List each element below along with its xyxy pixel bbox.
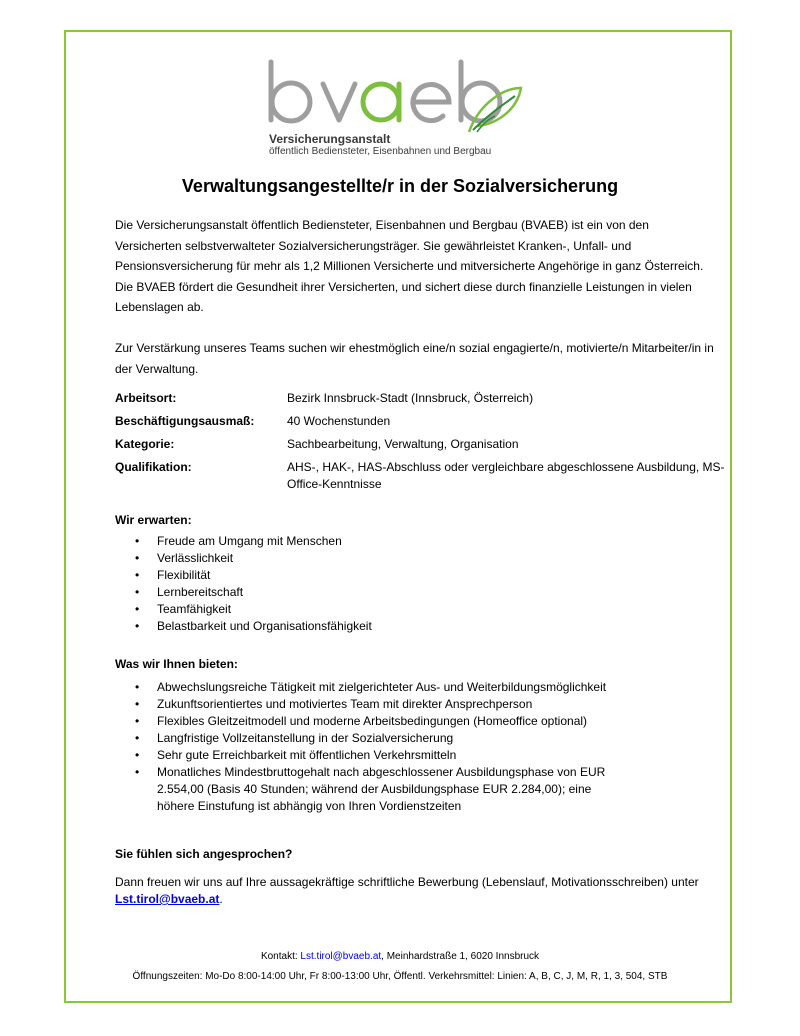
expect-list: [115, 533, 715, 635]
offer-heading: Was wir Ihnen bieten:: [115, 657, 238, 671]
list-item: • Abwechslungsreiche Tätigkeit mit zielgerichteter Aus- und Weiterbildungsmöglichkeit: [115, 679, 715, 696]
list-item: • Langfristige Vollzeitanstellung in der Sozialversicherung: [115, 730, 715, 747]
fact-value: AHS-, HAK-, HAS-Abschluss oder vergleichbare abgeschlossene Ausbildung, MS-Office-Kenntnisse: [287, 460, 725, 491]
closing-heading: Sie fühlen sich angesprochen?: [115, 847, 293, 861]
fact-label: Qualifikation:: [115, 460, 192, 474]
list-item: • Flexibles Gleitzeitmodell und moderne Arbeitsbedingungen (Homeoffice optional): [115, 713, 715, 730]
footer-contact-prefix: Kontakt:: [260, 951, 301, 962]
footer-contact: [0, 951, 800, 962]
list-item: • Belastbarkeit und Organisationsfähigkeit: [115, 618, 715, 635]
list-item: • Verlässlichkeit: [115, 550, 715, 567]
closing-body: Dann freuen wir uns auf Ihre aussagekräftige schriftliche Bewerbung (Lebenslauf, Motivationsschreiben) unter: [115, 875, 699, 889]
offer-list: [115, 679, 715, 815]
list-item: • Lernbereitschaft: [115, 584, 715, 601]
fact-label: Arbeitsort:: [115, 391, 177, 405]
intro-paragraph-2: Zur Verstärkung unseres Teams suchen wir ehestmöglich eine/n sozial engagierte/n, motivierte/n Mitarbeiter/in in der Verwaltung.: [115, 341, 714, 376]
logo-subtitle-1: Versicherungsanstalt: [269, 132, 391, 146]
application-email-link[interactable]: Lst.tirol@bvaeb.at: [115, 892, 220, 906]
list-item: • Flexibilität: [115, 567, 715, 584]
fact-label: Beschäftigungsausmaß:: [115, 414, 255, 428]
fact-row-hours: [115, 413, 725, 430]
footer-address: , Meinhardstraße 1, 6020 Innsbruck: [381, 951, 540, 962]
footer-email-link[interactable]: Lst.tirol@bvaeb.at: [300, 951, 382, 962]
fact-row-category: [115, 436, 725, 453]
bvaeb-logo: [265, 58, 525, 158]
intro-paragraph-1: Die Versicherungsanstalt öffentlich Bediensteter, Eisenbahnen und Bergbau (BVAEB) ist ein von den Versicherten selbstverwalteter Sozialversicherungsträger. Sie gewährleistet Kranken-, Unfall- und Pensionsversicherung für mehr als 1,2 Millionen Versicherte und mitversicherte Angehörige in ganz Österreich. Die BVAEB fördert die Gesundheit ihrer Versicherten, und sichert diese durch finanzielle Leistungen in vielen Lebenslagen ab.: [115, 218, 704, 314]
fact-value: 40 Wochenstunden: [287, 414, 391, 428]
job-facts: [115, 390, 725, 499]
list-item: • Zukunftsorientiertes und motiviertes Team mit direkter Ansprechperson: [115, 696, 715, 713]
closing-suffix: .: [219, 892, 223, 906]
fact-row-location: [115, 390, 725, 407]
logo-subtitle-2: öffentlich Bediensteter, Eisenbahnen und Bergbau: [269, 146, 492, 157]
fact-row-qualification: [115, 459, 725, 493]
list-item: • Teamfähigkeit: [115, 601, 715, 618]
bvaeb-wordmark: [265, 58, 525, 134]
list-item: • Sehr gute Erreichbarkeit mit öffentlichen Verkehrsmitteln: [115, 747, 715, 764]
list-item: • Freude am Umgang mit Menschen: [115, 533, 715, 550]
closing-text: [115, 874, 725, 908]
fact-label: Kategorie:: [115, 437, 175, 451]
page-title: Verwaltungsangestellte/r in der Sozialversicherung: [181, 176, 619, 196]
fact-value: Bezirk Innsbruck-Stadt (Innsbruck, Österreich): [287, 391, 534, 405]
list-item: • Monatliches Mindestbruttogehalt nach abgeschlossener Ausbildungsphase von EUR 2.554,00 (Basis 40 Stunden; während der Ausbildungsphase EUR 2.284,00); eine höhere Einstufung ist abhängig von Ihren Vordienstzeiten: [115, 764, 627, 815]
expect-heading: Wir erwarten:: [115, 513, 192, 527]
footer-hours: Öffnungszeiten: Mo-Do 8:00-14:00 Uhr, Fr 8:00-13:00 Uhr, Öffentl. Verkehrsmittel: Linien: A, B, C, J, M, R, 1, 3, 504, STB: [132, 971, 668, 982]
fact-value: Sachbearbeitung, Verwaltung, Organisation: [287, 437, 519, 451]
